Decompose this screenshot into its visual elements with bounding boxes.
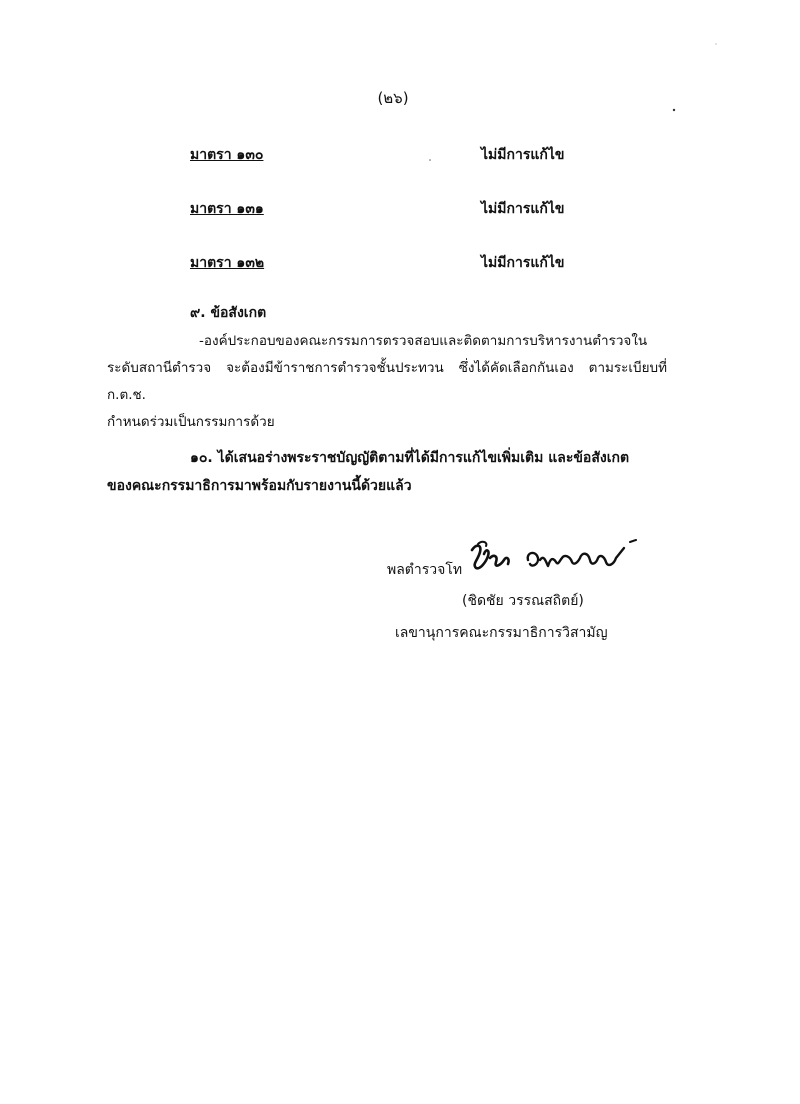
section-132-status: ไม่มีการแก้ไข: [481, 255, 565, 271]
section-131-label: มาตรา ๑๓๑: [190, 201, 264, 217]
conclusion-line: ๑๐. ได้เสนอร่างพระราชบัญญัติตามที่ได้มีการแก้ไขเพิ่มเติม และข้อสังเกต: [190, 450, 630, 466]
page-number: (๒๖): [377, 89, 409, 107]
signatory-rank: พลตำรวจโท: [387, 562, 463, 578]
signatory-title: เลขานุการคณะกรรมาธิการวิสามัญ: [395, 625, 608, 641]
section-130-status: ไม่มีการแก้ไข: [481, 147, 565, 163]
observation-heading: ๙. ข้อสังเกต: [190, 305, 267, 321]
observation-line: ระดับสถานีตำรวจ จะต้องมีข้าราชการตำรวจชั้นประทวน ซึ่งได้คัดเลือกกันเอง ตามระเบียบที่ ก.ต.ช.: [107, 360, 667, 403]
observation-line: -องค์ประกอบของคณะกรรมการตรวจสอบและติดตามการบริหารงานตำรวจใน: [199, 333, 648, 349]
observation-line: กำหนดร่วมเป็นกรรมการด้วย: [107, 414, 275, 430]
section-130-label: มาตรา ๑๓๐: [190, 147, 264, 163]
signatory-name: (ชิดชัย วรรณสถิตย์): [462, 593, 584, 609]
section-132-label: มาตรา ๑๓๒: [190, 255, 265, 271]
conclusion-line: ของคณะกรรมาธิการมาพร้อมกับรายงานนี้ด้วยแล้ว: [107, 478, 412, 494]
section-131-status: ไม่มีการแก้ไข: [481, 201, 565, 217]
